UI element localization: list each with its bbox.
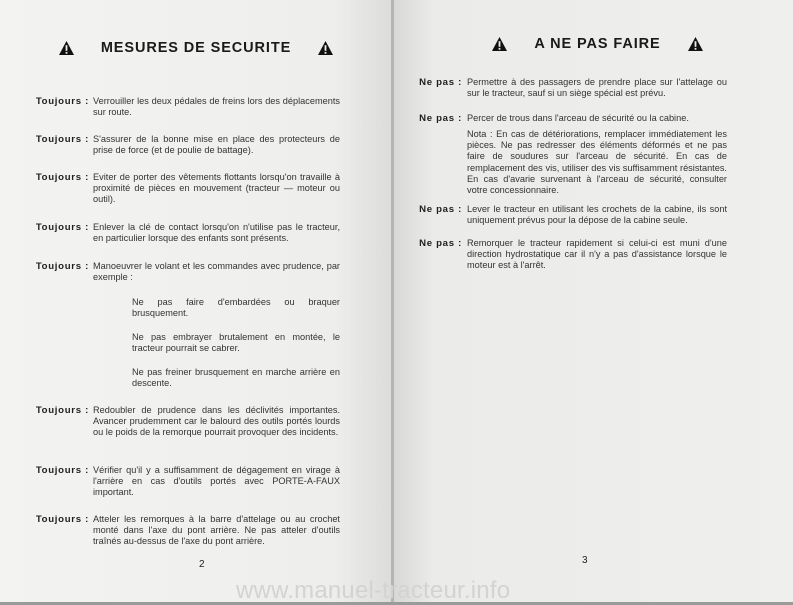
item-text: Percer de trous dans l'arceau de sécurité ou la cabine. (467, 113, 689, 123)
page-number: 3 (582, 555, 588, 566)
item-text: Remorquer le tracteur rapidement si celui-ci est muni d'une direction hydrostatique car il n'y a pas d'assistance lorsque le moteur est à l'arrêt. (467, 238, 727, 271)
item-label: Toujours : (35, 514, 89, 525)
site-watermark: www.manuel-tracteur.info (236, 577, 511, 604)
item-text: Permettre à des passagers de prendre place sur l'attelage ou sur le tracteur, sauf si un siège spécial est prévu. (467, 77, 727, 99)
item-text: Manoeuvrer le volant et les commandes avec prudence, par exemple : (93, 261, 340, 283)
item-text: Enlever la clé de contact lorsqu'on n'utilise pas le tracteur, en particulier lorsque des enfants sont présents. (93, 222, 340, 244)
item-text: Redoubler de prudence dans les déclivités importantes. Avancer prudemment car le balourd des outils portés lourds ou le poids de la remorque pourrait provoquer des incidents. (93, 405, 340, 438)
right-page-title: A NE PAS FAIRE (534, 36, 661, 53)
item-label: Toujours : (35, 172, 89, 183)
warning-triangle-icon (317, 40, 334, 56)
safety-note: Nota : En cas de détériorations, remplacer immédiatement les pièces. Ne pas redresser des éléments déformés et ne pas faire de soudures sur l'arceau de sécurité. En cas de remplacement des vis, utiliser des vis suffisamment résistantes. En cas d'avarie survenant à l'arceau de sécurité, consulter votre concessionnaire. (467, 129, 727, 196)
item-label: Toujours : (35, 261, 89, 272)
item-label: Ne pas : (419, 77, 462, 88)
item-text: Lever le tracteur en utilisant les crochets de la cabine, ils sont uniquement prévus pour la dépose de la cabine seule. (467, 204, 727, 226)
item-text: Vérifier qu'il y a suffisamment de dégagement en virage à l'arrière en cas d'outils portés avec PORTE-A-FAUX important. (93, 465, 340, 498)
item-label: Ne pas : (419, 238, 462, 249)
item-label: Toujours : (35, 134, 89, 145)
item-text: Atteler les remorques à la barre d'attelage ou au crochet monté dans l'axe du pont arrière. Ne pas atteler d'outils traînés au-dessus de l'axe du pont arrière. (93, 514, 340, 547)
right-heading (394, 36, 793, 52)
page-number: 2 (199, 559, 205, 570)
warning-triangle-icon (58, 40, 75, 56)
item-text: Eviter de porter des vêtements flottants lorsqu'on travaille à proximité de pièces en mouvement (tracteur — moteur ou outil). (93, 172, 340, 205)
left-page-title: MESURES DE SECURITE (100, 40, 292, 57)
warning-triangle-icon (687, 36, 704, 52)
item-label: Toujours : (35, 222, 89, 233)
item-text: Verrouiller les deux pédales de freins lors des déplacements sur route. (93, 96, 340, 118)
item-text: S'assurer de la bonne mise en place des protecteurs de prise de force (et de poulie de battage). (93, 134, 340, 156)
example-item: Ne pas faire d'embardées ou braquer brusquement. (132, 297, 340, 319)
right-page (394, 0, 793, 602)
warning-triangle-icon (491, 36, 508, 52)
item-label: Toujours : (35, 405, 89, 416)
example-item: Ne pas embrayer brutalement en montée, le tracteur pourrait se cabrer. (132, 332, 340, 354)
item-label: Ne pas : (419, 204, 462, 215)
left-heading (0, 40, 392, 56)
example-item: Ne pas freiner brusquement en marche arrière en descente. (132, 367, 340, 389)
item-label: Ne pas : (419, 113, 462, 124)
item-label: Toujours : (35, 96, 89, 107)
item-label: Toujours : (35, 465, 89, 476)
left-page (0, 0, 392, 602)
